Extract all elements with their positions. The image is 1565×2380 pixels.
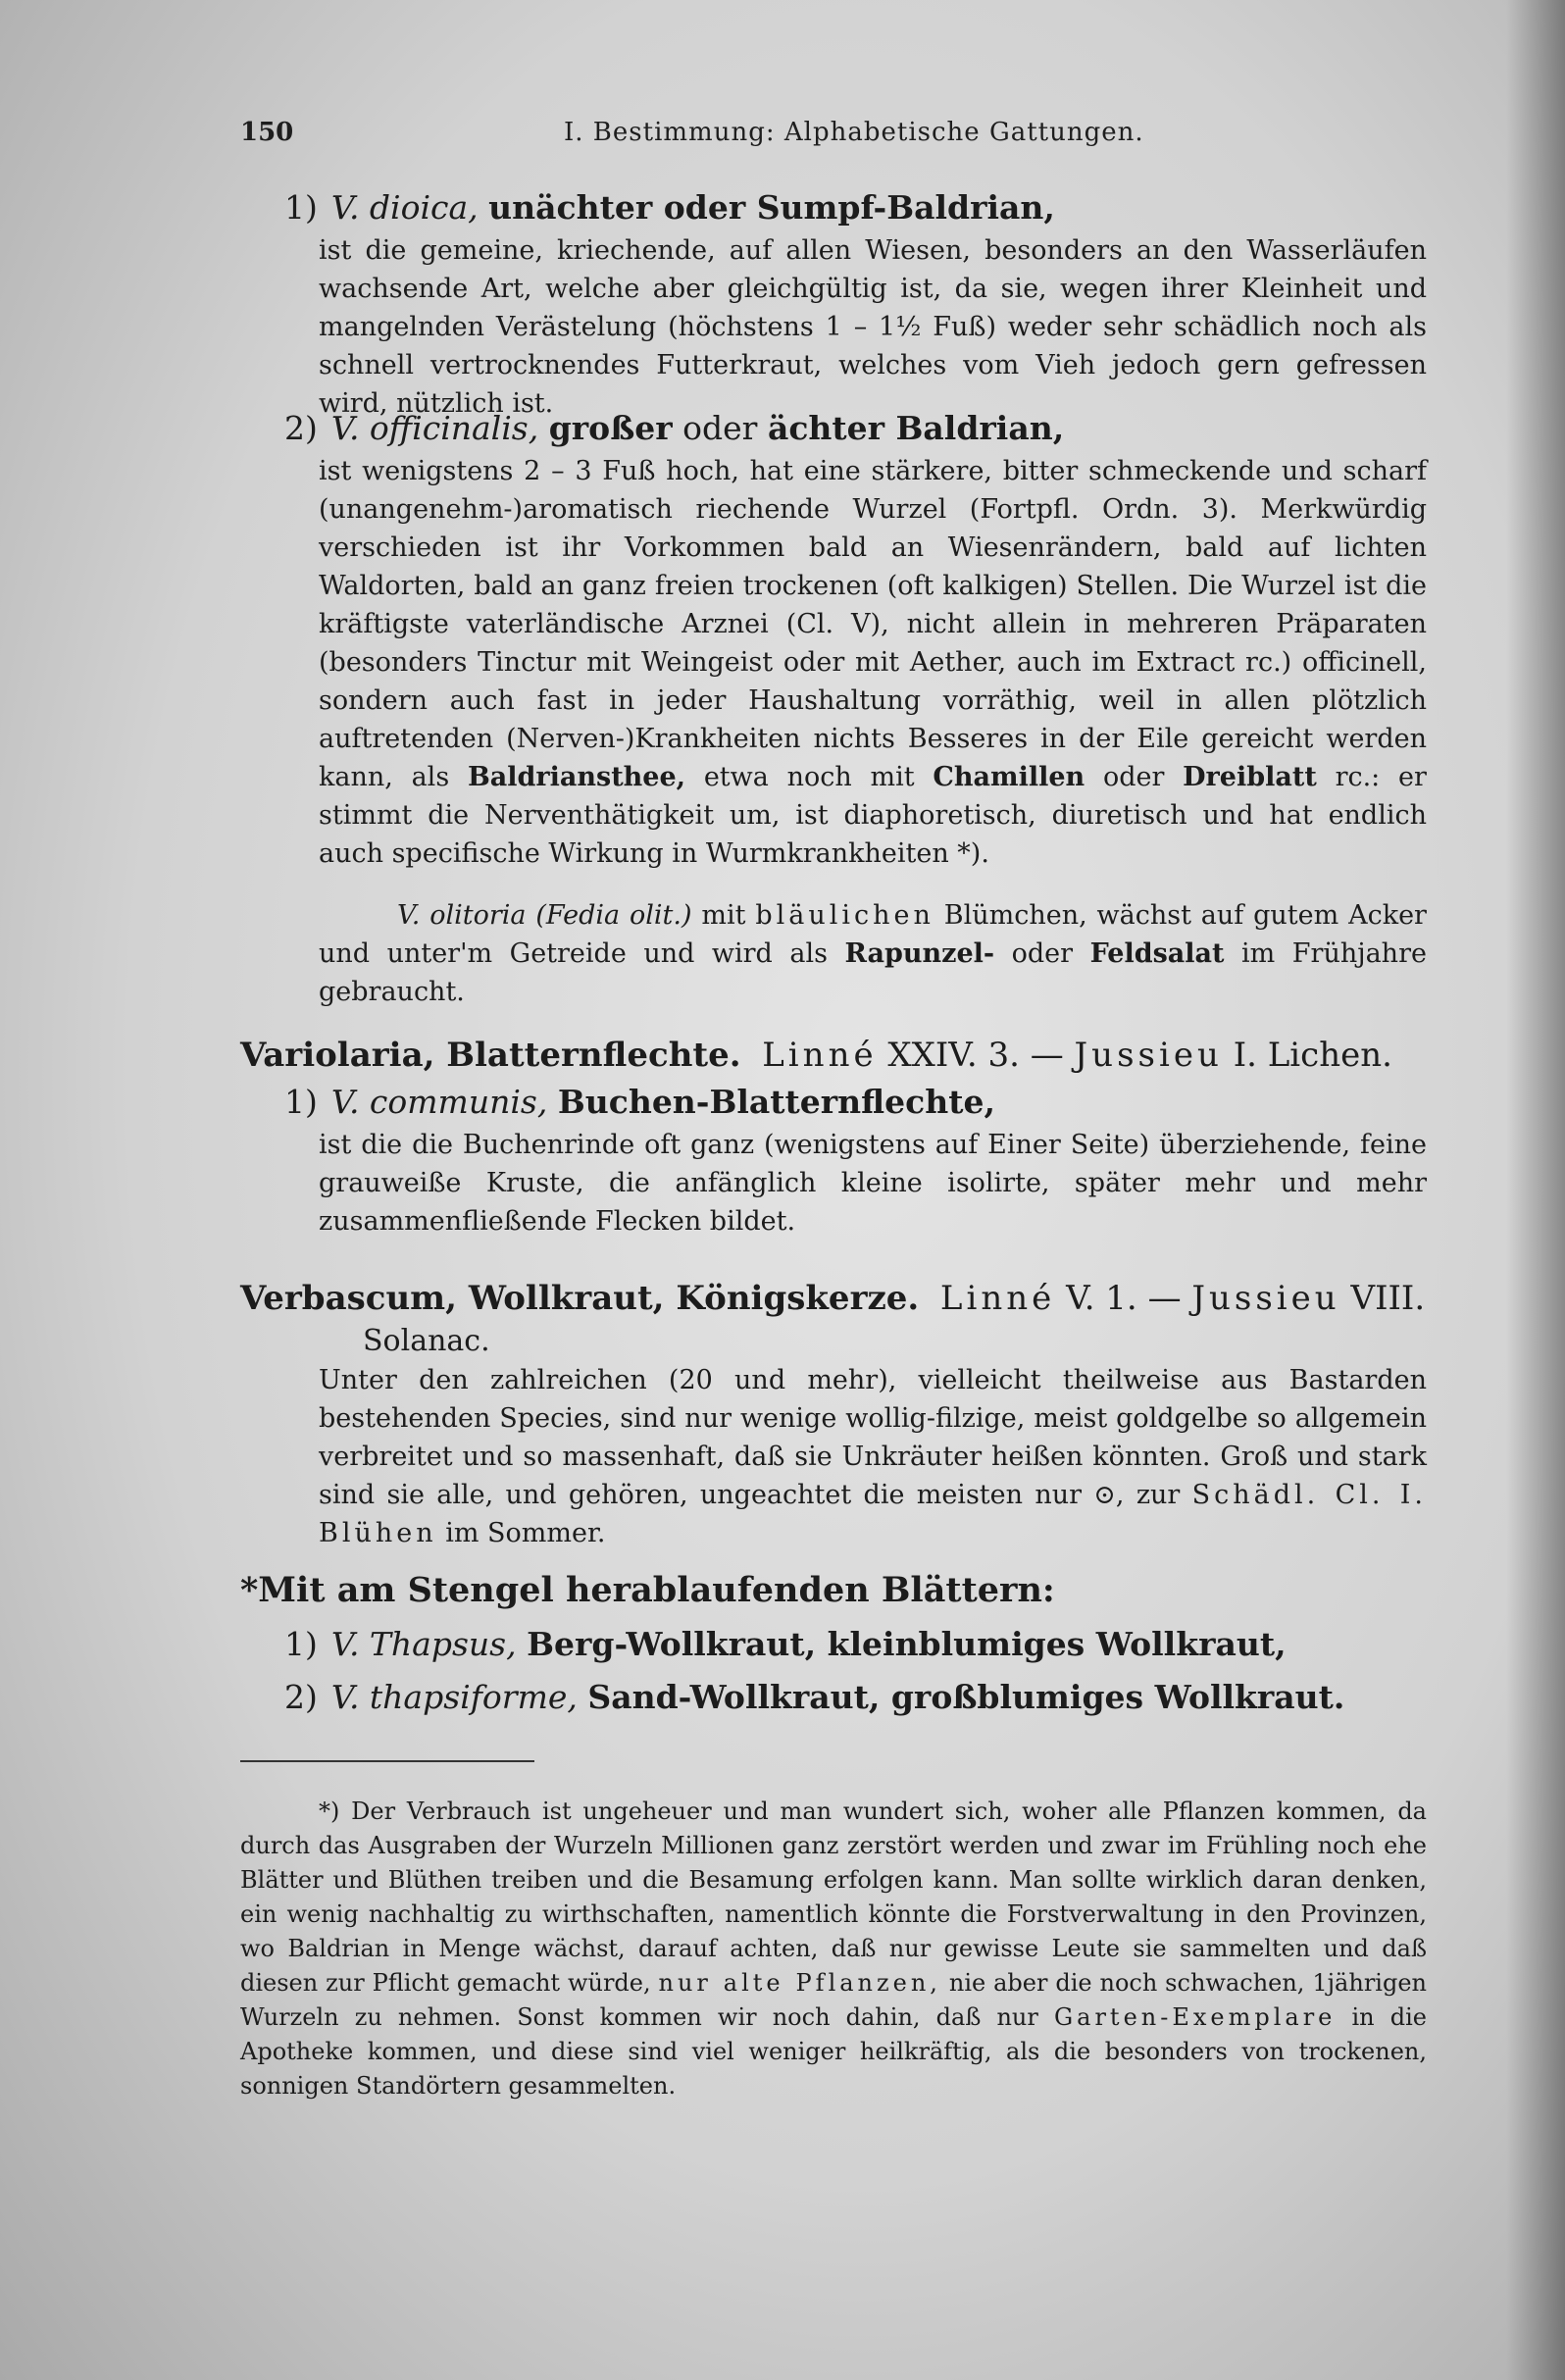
common-names: unächter oder Sumpf-Baldrian, <box>488 188 1055 227</box>
common-names: Berg-Wollkraut, kleinblumiges Wollkraut, <box>527 1625 1287 1663</box>
section-subheading: *Mit am Stengel herablaufenden Blättern: <box>240 1570 1055 1610</box>
spaced-emphasis: Schädl. Cl. I. Blühen <box>319 1480 1427 1548</box>
description-text: im Frühjahre gebraucht. <box>319 938 1427 1007</box>
entry-valeriana-dioica <box>240 184 1427 423</box>
footnote-text: nie aber die noch schwachen, 1jährigen Wurzeln zu nehmen. Sonst kommen wir noch dahin, daß nur <box>240 1969 1427 2031</box>
species-heading <box>240 184 1427 231</box>
genus-name: Variolaria, Blatternflechte. <box>240 1036 741 1075</box>
footnote-text: in die Apotheke kommen, und diese sind viel weniger heilkräftig, als die besonders von trockenen, sonnigen Standörtern gesammelten. <box>240 2003 1427 2100</box>
jussieu-label: Jussieu <box>1191 1279 1340 1318</box>
species-description <box>240 452 1427 873</box>
common-names: Buchen-Blatternflechte, <box>557 1083 995 1121</box>
dash: — <box>1030 1036 1064 1075</box>
description-text: im Sommer. <box>445 1518 606 1548</box>
page-shadow-edge <box>1506 0 1565 2380</box>
emphasis-tea: Baldrianstheе, <box>467 762 686 792</box>
latin-name: V. officinalis, <box>330 409 539 447</box>
description-text: etwa noch mit <box>703 762 915 792</box>
dash: — <box>1147 1279 1182 1318</box>
description-text: oder <box>1011 938 1074 969</box>
common-name-2: ächter Baldrian, <box>767 409 1065 447</box>
species-description: ist die die Buchenrinde oft ganz (wenigstens auf Einer Seite) überziehende, feine grauweiße Kruste, die anfänglich kleine isolirte, später mehr und mehr zusammenfließende Flecken bildet. <box>319 1130 1427 1237</box>
latin-name: V. dioica, <box>330 188 479 227</box>
emphasis-rapunzel: Rapunzel- <box>844 938 995 969</box>
olitoria-paragraph <box>240 896 1427 1011</box>
species-heading <box>240 1079 1427 1126</box>
jussieu-label: Jussieu <box>1074 1036 1223 1075</box>
linne-label: Linné <box>762 1036 878 1075</box>
linne-class: V. 1. <box>1066 1279 1137 1318</box>
genus-heading <box>240 1032 1427 1079</box>
latin-name: V. olitoria <box>397 900 527 931</box>
family-name: Solanac. <box>363 1324 490 1358</box>
common-name-1: großer <box>548 409 673 447</box>
species-heading <box>240 405 1427 452</box>
entry-valeriana-olitoria <box>240 896 1427 1011</box>
description-text: oder <box>1102 762 1165 792</box>
latin-synonym: (Fedia olit.) <box>535 900 692 931</box>
spaced-emphasis: bläulichen <box>755 900 934 931</box>
species-heading <box>240 1621 1427 1668</box>
latin-name: V. Thapsus, <box>330 1625 517 1663</box>
emphasis-dreiblatt: Dreiblatt <box>1183 762 1317 792</box>
species-number: 2) <box>284 409 318 447</box>
footnote-text: Der Verbrauch ist ungeheuer und man wundert sich, woher alle Pflanzen kommen, da durch das Ausgraben der Wurzeln Millionen ganz zerstört werden und zwar im Frühling noch ehe Blätter und Blüthen treiben und die Besamung erfolgen kann. Man sollte wirklich daran denken, ein wenig nachhaltig zu wirthschaften, namentlich könnte die Forstverwaltung in den Provinzen, wo Baldrian in Menge wächst, darauf achten, daß nur gewisse Leute sie sammelten und daß diesen zur Pflicht gemacht würde, <box>240 1798 1427 1997</box>
latin-name: V. thapsiforme, <box>330 1678 578 1716</box>
spaced-emphasis: Garten-Exemplare <box>1053 2003 1337 2031</box>
latin-name: V. communis, <box>330 1083 548 1121</box>
species-number: 1) <box>284 1625 318 1663</box>
species-number: 2) <box>284 1678 318 1716</box>
footnote-mark: *) <box>319 1798 340 1825</box>
linne-label: Linné <box>939 1279 1056 1318</box>
running-title: I. Bestimmung: Alphabetische Gattungen. <box>564 118 1144 147</box>
jussieu-class: I. Lichen. <box>1233 1036 1392 1075</box>
entry-valeriana-officinalis <box>240 405 1427 873</box>
page-number: 150 <box>240 118 294 147</box>
description-text: rc.: er stimmt die Nerventhätigkeit um, ist diaphoretisch, diuretisch und hat endlich auch specifische Wirkung in Wurmkrankheiten *). <box>319 762 1427 869</box>
description-text: Blümchen, wächst auf gutem Acker und unter'm Getreide und wird als <box>319 900 1427 969</box>
jussieu-class: VIII. <box>1350 1279 1426 1318</box>
species-description: ist die gemeine, kriechende, auf allen Wiesen, besonders an den Wasserläufen wachsende Art, welche aber gleichgültig ist, da sie, wegen ihrer Kleinheit und mangelnden Verästelung (höchstens 1 – 1½ Fuß) weder sehr schädlich noch als schnell vertrocknendes Futterkraut, welches vom Vieh jedoch gern gefressen wird, nützlich ist. <box>319 235 1427 419</box>
description-text: ist wenigstens 2 – 3 Fuß hoch, hat eine stärkere, bitter schmeckende und scharf (unangenehm-)aromatisch riechende Wurzel (Fortpfl. Ordn. 3). Merkwürdig verschieden ist ihr Vorkommen bald an Wiesenrändern, bald auf lichten Waldorten, bald an ganz freien trockenen (oft kalkigen) Stellen. Die Wurzel ist die kräftigste vaterländische Arznei (Cl. V), nicht allein in mehreren Präparaten (besonders Tinctur mit Weingeist oder mit Aether, auch im Extract rc.) officinell, sondern auch fast in jeder Haushaltung vorräthig, weil in allen plötzlich auftretenden (Nerven-)Krankheiten nichts Besseres in der Eile gereicht werden kann, als <box>319 456 1427 792</box>
description-text: Unter den zahlreichen (20 und mehr), vielleicht theilweise aus Bastarden bestehenden Species, sind nur wenige wollig-filzige, meist goldgelbe so allgemein verbreitet und so massenhaft, daß sie Unkräuter heißen könnten. Groß und stark sind sie alle, und gehören, ungeachtet die meisten nur ⊙, zur <box>319 1365 1427 1510</box>
linne-class: XXIV. 3. <box>887 1036 1020 1075</box>
footnote <box>240 1795 1427 2103</box>
entry-verbascum <box>240 1275 1427 1721</box>
running-head <box>240 118 1427 157</box>
emphasis-chamomile: Chamillen <box>933 762 1085 792</box>
common-names: Sand-Wollkraut, großblumiges Wollkraut. <box>587 1678 1345 1716</box>
connector-word: oder <box>682 409 758 447</box>
genus-name: Verbascum, Wollkraut, Königskerze. <box>240 1279 920 1318</box>
genus-description <box>240 1361 1427 1552</box>
genus-heading <box>240 1275 1427 1322</box>
species-number: 1) <box>284 1083 318 1121</box>
footnote-rule <box>240 1760 534 1762</box>
emphasis-feldsalat: Feldsalat <box>1089 938 1225 969</box>
description-text: mit <box>701 900 746 931</box>
entry-variolaria <box>240 1032 1427 1241</box>
species-number: 1) <box>284 188 318 227</box>
spaced-emphasis: nur alte Pflanzen, <box>658 1969 941 1997</box>
species-heading <box>240 1674 1427 1721</box>
